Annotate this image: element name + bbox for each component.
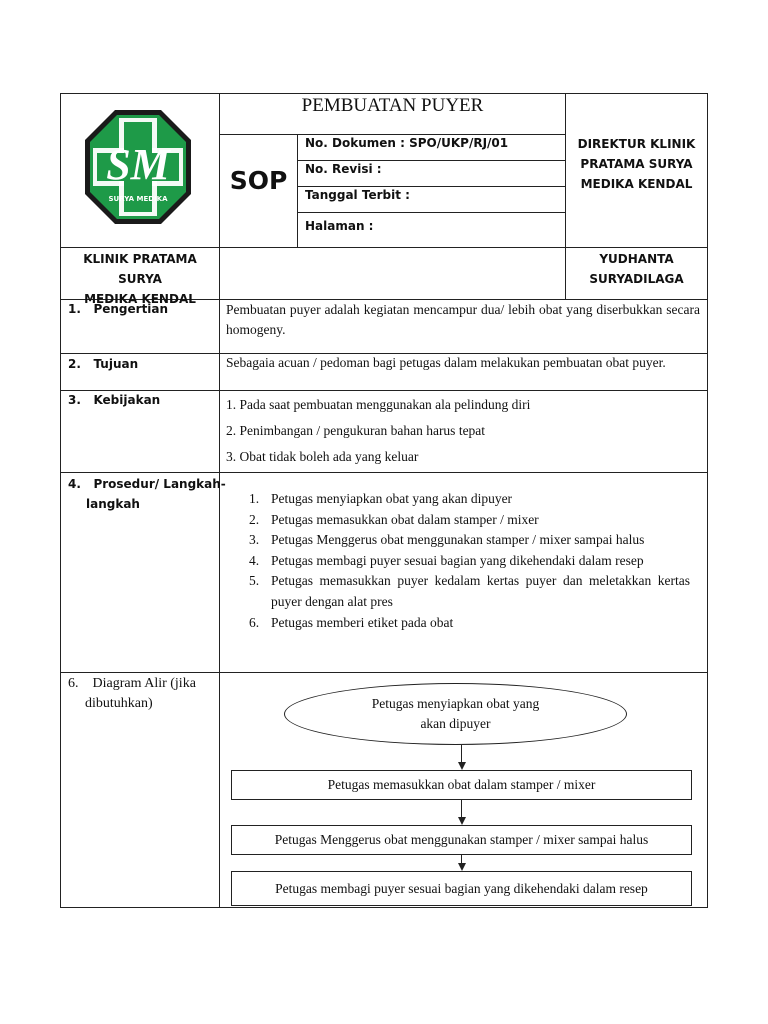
step-text: Petugas memberi etiket pada obat <box>271 614 454 630</box>
logo-caption: SURYA MEDIKA <box>108 195 168 203</box>
prosedur-steps <box>249 489 690 633</box>
flow-arrow-line <box>461 745 462 763</box>
clinic-line-1: KLINIK PRATAMA SURYA <box>83 252 197 286</box>
step-number: 2. <box>249 511 260 527</box>
step-text: Petugas memasukkan puyer kedalam kertas puyer dan meletakkan kertas puyer dengan alat pres <box>271 573 690 609</box>
diagram-label <box>68 674 196 714</box>
step-number: 5. <box>249 573 260 589</box>
publish-date: Tanggal Terbit : <box>305 188 410 202</box>
step-number: 1. <box>249 491 260 506</box>
clinic-line-2: MEDIKA KENDAL <box>84 292 196 306</box>
clinic-logo <box>83 108 193 226</box>
prosedur-label-line-2: langkah <box>86 497 140 511</box>
flow-arrow-head <box>458 863 466 871</box>
list-item <box>249 571 690 612</box>
flowchart-start-ellipse <box>284 683 627 745</box>
flowchart-step-1: Petugas memasukkan obat dalam stamper / mixer <box>231 770 692 800</box>
step-number: 6. <box>249 614 260 630</box>
director-line-2: PRATAMA SURYA <box>580 157 693 171</box>
director-line-3: MEDIKA KENDAL <box>580 177 693 191</box>
step-text: Petugas Menggerus obat menggunakan stamper / mixer sampai halus <box>271 532 645 548</box>
step-number: 3. <box>249 532 260 548</box>
kebijakan-item: 2. Penimbangan / pengukuran bahan harus tepat <box>226 423 486 438</box>
step-text: Petugas membagi puyer sesuai bagian yang dikehendaki dalam resep <box>271 552 644 568</box>
flowchart-step-2: Petugas Menggerus obat menggunakan stamper / mixer sampai halus <box>231 825 692 855</box>
director-name-line-2: SURYADILAGA <box>589 272 684 286</box>
diagram-label-line-2: dibutuhkan) <box>85 696 153 711</box>
tujuan-label: 2. Tujuan <box>68 357 139 371</box>
director-title <box>566 134 707 194</box>
tujuan-text: Sebagaia acuan / pedoman bagi petugas dalam melakukan pembuatan obat puyer. <box>226 355 666 370</box>
clinic-name <box>61 249 219 309</box>
director-name-line-1: YUDHANTA <box>599 252 674 266</box>
page-number: Halaman : <box>305 219 374 233</box>
document-title: PEMBUATAN PUYER <box>301 95 484 116</box>
flowchart-start-line-2: akan dipuyer <box>420 716 491 731</box>
sop-label: SOP <box>229 166 288 195</box>
step-text: Petugas memasukkan obat dalam stamper / mixer <box>271 511 539 527</box>
revision-number: No. Revisi : <box>305 162 382 176</box>
kebijakan-item: 3. Obat tidak boleh ada yang keluar <box>226 449 419 464</box>
step-text: Petugas menyiapkan obat yang akan dipuyer <box>271 491 513 506</box>
prosedur-label-line-1: 4. Prosedur/ Langkah- <box>68 477 226 491</box>
list-item <box>249 510 690 531</box>
list-item <box>249 613 690 634</box>
kebijakan-list <box>226 392 700 470</box>
step-number: 4. <box>249 552 260 568</box>
list-item <box>249 489 690 510</box>
flowchart-step-3: Petugas membagi puyer sesuai bagian yang dikehendaki dalam resep <box>231 871 692 906</box>
prosedur-label <box>68 474 226 514</box>
director-line-1: DIREKTUR KLINIK <box>577 137 696 151</box>
doc-number: No. Dokumen : SPO/UKP/RJ/01 <box>305 136 509 150</box>
flow-arrow-head <box>458 817 466 825</box>
flowchart-start-line-1: Petugas menyiapkan obat yang <box>371 696 540 711</box>
flow-arrow-head <box>458 762 466 770</box>
director-name <box>566 249 707 289</box>
diagram-label-line-1: 6. Diagram Alir (jika <box>68 676 196 691</box>
list-item <box>249 530 690 551</box>
pengertian-text: Pembuatan puyer adalah kegiatan mencampur dua/ lebih obat yang diserbukkan secara homogeny. <box>226 302 700 337</box>
list-item <box>249 551 690 572</box>
pengertian-label: 1. Pengertian <box>68 302 169 316</box>
logo-initials: SM <box>106 140 170 189</box>
kebijakan-label: 3. Kebijakan <box>68 393 161 407</box>
flow-arrow-line <box>461 800 462 818</box>
kebijakan-item: 1. Pada saat pembuatan menggunakan ala pelindung diri <box>226 397 531 412</box>
